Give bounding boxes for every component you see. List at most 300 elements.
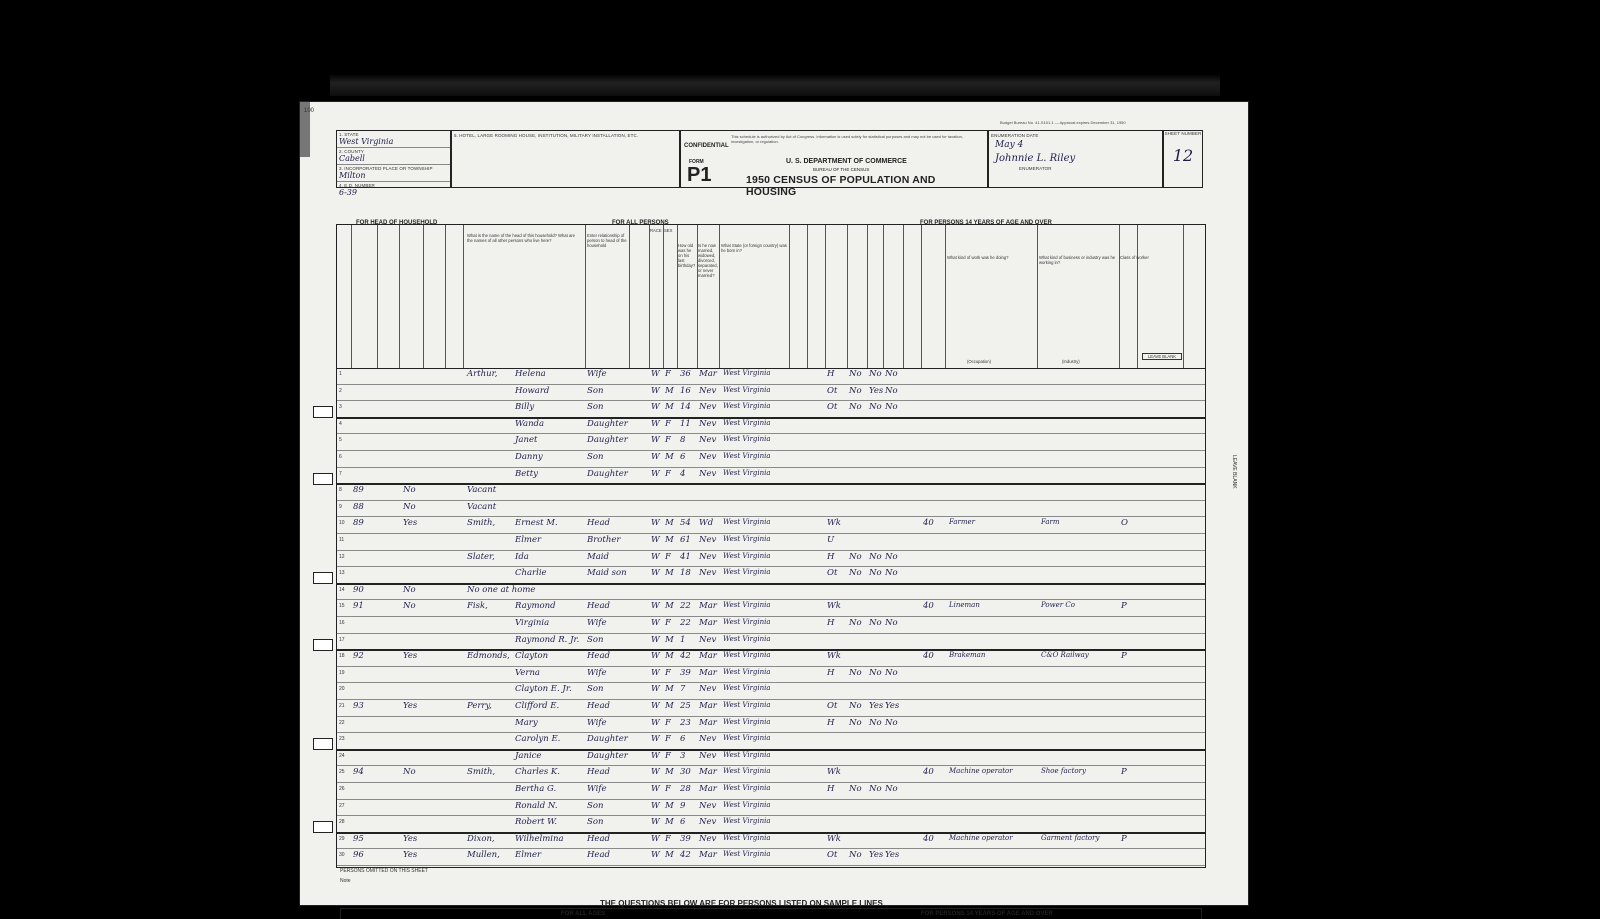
cell-given: Verna [515,667,540,678]
state-label: 1. STATE [339,132,359,137]
confidential-label: CONFIDENTIAL [684,143,729,149]
table-row [337,750,1205,767]
line-number: 27 [339,802,345,809]
cell-c16: No [869,784,882,794]
marital-question: Is he now married, widowed, divorced, separated, or never married? [698,243,718,278]
age-question: How old was he on his last birthday? [678,243,696,268]
cell-dwelling: 92 [353,651,364,662]
population-table [336,224,1237,868]
cell-given: Janet [515,435,538,446]
table-row [337,517,1205,534]
cell-relation: Wife [587,784,607,794]
cell-activity: H [827,551,835,562]
cell-birthplace: West Virginia [723,535,771,543]
line-number: 21 [339,703,345,709]
cell-sex: M [665,817,674,828]
scan-edge [330,74,1220,96]
cell-hours: 40 [923,518,934,529]
cell-marital: Mar [699,717,717,728]
cell-race: W [651,667,660,678]
table-row [337,667,1205,684]
cell-race: W [651,468,660,479]
cell-dwelling: 93 [353,701,364,711]
cell-activity: H [827,784,835,794]
cell-activity: Wk [827,767,841,778]
sex-header: SEX [664,228,673,233]
cell-owned: No [403,584,416,595]
cell-sex: F [665,734,671,745]
cell-dwelling: 96 [353,850,364,861]
cell-given: Clifford E. [515,701,560,711]
birthplace-question: What State (or foreign country) was he born in? [721,243,787,253]
line-number: 13 [339,570,345,577]
institution-label: 5. HOTEL, LARGE ROOMING HOUSE, INSTITUTION, MILITARY INSTALLATION, ETC. [454,133,639,138]
cell-c17: No [885,551,898,562]
table-row [337,451,1205,468]
cell-sex: M [665,518,674,529]
cell-marital: Mar [699,651,717,662]
table-row [337,418,1205,435]
line-number: 8 [339,487,342,494]
cell-dwelling: 88 [353,501,364,512]
form-label: FORM [689,159,704,165]
cell-relation: Son [587,385,604,396]
cell-sex: M [665,568,674,579]
cell-activity: H [827,717,835,728]
cell-given: Helena [515,369,546,379]
cell-activity: H [827,667,835,678]
line-number: 20 [339,686,345,693]
cell-c16: Yes [869,850,884,861]
cell-given: Wanda [515,418,545,429]
line-number: 22 [339,719,345,726]
table-row [337,717,1205,734]
sheet-number-block [1163,130,1203,188]
cell-given: Ronald N. [515,800,558,811]
cell-c17: No [885,568,898,579]
cell-owned: Yes [403,701,418,711]
cell-industry: Power Co [1041,601,1075,610]
cell-race: W [651,734,660,745]
cell-occupation: Machine operator [949,767,1013,776]
cell-sex: M [665,800,674,811]
cell-sex: F [665,784,671,794]
cell-sex: M [665,601,674,612]
table-row [337,534,1205,551]
cell-relation: Head [587,518,610,529]
cell-race: W [651,701,660,711]
cell-relation: Son [587,684,604,695]
cell-relation: Head [587,701,610,711]
cell-relation: Wife [587,618,607,628]
county-label: 2. COUNTY [339,149,364,154]
table-row [337,816,1205,834]
enumerator-value: Johnnie L. Riley [995,153,1076,164]
table-row [337,833,1205,850]
cell-relation: Son [587,452,604,462]
location-block [336,130,451,197]
cell-class: P [1121,651,1127,662]
table-row [337,584,1205,601]
cell-dwelling: 94 [353,767,364,778]
cell-c16: No [869,618,882,628]
place-label: 3. INCORPORATED PLACE OR TOWNSHIP [339,166,433,171]
sample-line-marker [313,738,333,750]
line-number: 24 [339,752,345,759]
cell-sex: F [665,551,671,562]
cell-c17: No [885,717,898,728]
cell-given: Betty [515,468,538,479]
table-row [337,634,1205,652]
cell-hours: 40 [923,601,934,612]
cell-given: Clayton E. Jr. [515,684,572,695]
cell-race: W [651,784,660,794]
cell-birthplace: West Virginia [723,784,771,792]
cell-c16: Yes [869,701,884,711]
cell-race: W [651,717,660,728]
title-block [680,130,988,198]
line-number: 25 [339,769,345,776]
sample-line-marker [313,821,333,833]
cell-given: Ida [515,551,529,562]
cell-age: 41 [680,551,691,562]
cell-race: W [651,369,660,379]
cell-c15: No [849,568,862,579]
cell-owned: No [403,485,416,496]
cell-marital: Mar [699,369,717,379]
cell-age: 9 [680,800,686,811]
cell-race: W [651,634,660,645]
cell-c16: No [869,667,882,678]
line-number: 2 [339,387,342,394]
section-all-persons: FOR ALL PERSONS [612,220,669,226]
cell-age: 22 [680,601,691,612]
ed-value: 6-39 [339,188,357,197]
cell-owned: Yes [403,651,418,662]
cell-activity: Ot [827,568,838,579]
cell-marital: Nev [699,535,717,545]
cell-age: 14 [680,402,691,413]
cell-c16: No [869,717,882,728]
cell-sex: F [665,369,671,379]
section-household: FOR HEAD OF HOUSEHOLD [356,220,438,226]
cell-industry: Shoe factory [1041,767,1086,776]
cell-age: 8 [680,435,686,446]
cell-relation: Son [587,402,604,413]
cell-given: Bertha G. [515,784,557,794]
sample-lines-header [340,908,1202,919]
cell-industry: C&O Railway [1041,651,1089,660]
date-block [988,130,1163,188]
state-value: West Virginia [339,137,394,146]
cell-birthplace: West Virginia [723,452,771,460]
cell-given: Elmer [515,850,542,861]
cell-marital: Mar [699,850,717,861]
cell-sex: M [665,850,674,861]
section-persons-14: FOR PERSONS 14 YEARS OF AGE AND OVER [920,220,1052,226]
cell-birthplace: West Virginia [723,701,771,709]
table-row [337,617,1205,634]
cell-race: W [651,651,660,662]
cell-relation: Head [587,850,610,861]
cell-birthplace: West Virginia [723,850,771,859]
line-number: 7 [339,470,342,477]
cell-c15: No [849,784,862,794]
cell-marital: Nev [699,468,717,479]
cell-race: W [651,535,660,545]
date-label: ENUMERATION DATE [991,133,1039,138]
county-value: Cabell [339,154,365,163]
table-row [337,650,1205,667]
cell-sex: M [665,684,674,695]
cell-c17: No [885,402,898,413]
cell-c16: No [869,568,882,579]
cell-birthplace: West Virginia [723,767,771,776]
cell-c15: No [849,717,862,728]
cell-relation: Daughter [587,750,628,761]
cell-marital: Nev [699,734,717,745]
cell-sex: F [665,833,671,844]
cell-relation: Head [587,651,610,662]
cell-activity: Wk [827,601,841,612]
line-number: 10 [339,520,345,527]
line-number: 15 [339,603,345,610]
cell-dwelling: 95 [353,833,364,844]
cell-sex: F [665,667,671,678]
cell-race: W [651,551,660,562]
cell-activity: Wk [827,518,841,529]
line-number: 17 [339,636,345,643]
cell-surname: Vacant [467,485,497,496]
cell-surname: Slater, [467,551,495,562]
census-sheet [300,102,1248,917]
cell-surname: Arthur, [467,369,498,379]
cell-sex: M [665,402,674,413]
cell-sex: M [665,452,674,462]
cell-given: Elmer [515,535,542,545]
line-number: 4 [339,420,342,427]
cell-activity: U [827,535,835,545]
cell-surname: Vacant [467,501,497,512]
cell-birthplace: West Virginia [723,651,771,660]
cell-age: 42 [680,651,691,662]
cell-marital: Mar [699,701,717,711]
cell-owned: Yes [403,850,418,861]
cell-industry: Garment factory [1041,833,1100,842]
cell-marital: Nev [699,684,717,695]
cell-sex: M [665,535,674,545]
cell-relation: Daughter [587,468,628,479]
cell-activity: Ot [827,402,838,413]
cell-age: 25 [680,701,691,711]
line-number: 11 [339,537,345,543]
ed-label: 4. E.D. NUMBER [339,183,375,188]
cell-relation: Son [587,800,604,811]
cell-birthplace: West Virginia [723,734,771,743]
column-headers [337,225,1205,369]
line-number: 9 [339,503,342,510]
race-header: RACE [650,228,662,233]
table-row [337,600,1205,617]
cell-race: W [651,452,660,462]
cell-birthplace: West Virginia [723,800,771,809]
line-number: 14 [339,586,345,593]
cell-c17: No [885,369,898,379]
cell-marital: Nev [699,418,717,429]
cell-dwelling: 89 [353,518,364,529]
cell-race: W [651,601,660,612]
cell-c15: No [849,369,862,379]
cell-given: Robert W. [515,817,558,828]
cell-age: 61 [680,535,691,545]
cell-birthplace: West Virginia [723,833,771,842]
census-title: 1950 CENSUS OF POPULATION AND HOUSING [746,174,936,198]
cell-age: 18 [680,568,691,579]
cell-sex: M [665,767,674,778]
cell-class: P [1121,601,1127,612]
persons-14-label: FOR PERSONS 14 YEARS OF AGE AND OVER [921,911,1053,917]
cell-sex: F [665,418,671,429]
cell-age: 54 [680,518,691,529]
line-number: 16 [339,620,345,626]
cell-sex: M [665,701,674,711]
cell-relation: Head [587,767,610,778]
cell-age: 3 [680,750,686,761]
cell-marital: Nev [699,551,717,562]
cell-relation: Daughter [587,734,628,745]
cell-birthplace: West Virginia [723,618,771,626]
cell-given: Virginia [515,618,550,628]
cell-given: Raymond [515,601,556,612]
table-row [337,368,1205,385]
cell-birthplace: West Virginia [723,684,771,693]
cell-marital: Nev [699,800,717,811]
cell-c17: No [885,667,898,678]
cell-marital: Mar [699,601,717,612]
cell-race: W [651,518,660,529]
cell-surname: Smith, [467,767,496,778]
cell-sex: F [665,717,671,728]
cell-birthplace: West Virginia [723,418,771,427]
cell-race: W [651,800,660,811]
cell-dwelling: 90 [353,584,364,595]
cell-age: 7 [680,684,686,695]
cell-relation: Head [587,601,610,612]
cell-given: Charles K. [515,767,560,778]
cell-activity: H [827,369,835,379]
cell-birthplace: West Virginia [723,468,771,477]
cell-age: 28 [680,784,691,794]
cell-dwelling: 89 [353,485,364,496]
table-row [337,468,1205,486]
cell-relation: Son [587,817,604,828]
cell-birthplace: West Virginia [723,601,771,610]
cell-industry: Farm [1041,518,1060,527]
cell-age: 4 [680,468,686,479]
table-row [337,551,1205,568]
work-question: What kind of work was he doing? [947,255,1009,260]
persons-omitted: PERSONS OMITTED ON THIS SHEET [340,868,428,874]
cell-age: 6 [680,817,686,828]
cell-c15: No [849,701,862,711]
cell-relation: Daughter [587,435,628,446]
cell-activity: Ot [827,701,838,711]
cell-race: W [651,833,660,844]
cell-race: W [651,402,660,413]
department: U. S. DEPARTMENT OF COMMERCE [786,158,907,165]
cell-age: 1 [680,634,686,645]
cell-hours: 40 [923,833,934,844]
sample-lines-title: THE QUESTIONS BELOW ARE FOR PERSONS LISTED ON SAMPLE LINES [600,899,883,908]
place-value: Milton [339,171,366,180]
sample-line-marker [313,473,333,485]
cell-race: W [651,767,660,778]
cell-c15: No [849,551,862,562]
cell-race: W [651,568,660,579]
table-row [337,484,1205,501]
table-row [337,849,1205,866]
cell-surname: Fisk, [467,601,488,612]
cell-marital: Nev [699,452,717,462]
table-row [337,700,1205,717]
cell-class: O [1121,518,1128,529]
cell-age: 39 [680,833,691,844]
leave-blank-label: LEAVE BLANK [1142,353,1182,360]
cell-owned: No [403,601,416,612]
cell-class: P [1121,767,1127,778]
cell-c16: Yes [869,385,884,396]
cell-birthplace: West Virginia [723,369,771,377]
cell-owned: No [403,501,416,512]
confidential-text: This schedule is authorized by Act of Congress. Information is used solely for statistical purposes and may not be used for taxation, investigation, or regulation. [731,134,963,144]
cell-relation: Wife [587,369,607,379]
cell-marital: Nev [699,833,717,844]
bureau: BUREAU OF THE CENSUS [813,167,870,172]
cell-age: 6 [680,452,686,462]
table-row [337,733,1205,751]
cell-age: 39 [680,667,691,678]
cell-birthplace: West Virginia [723,667,771,676]
name-question: What is the name of the head of this household? What are the names of all other persons who live here? [467,233,576,243]
cell-birthplace: West Virginia [723,551,771,560]
sample-line-marker [313,572,333,584]
cell-marital: Mar [699,667,717,678]
cell-given: Clayton [515,651,549,662]
line-number: 5 [339,437,342,444]
line-number: 12 [339,553,345,560]
cell-class: P [1121,833,1127,844]
cell-c17: Yes [885,701,900,711]
cell-birthplace: West Virginia [723,634,771,643]
cell-marital: Nev [699,750,717,761]
cell-relation: Wife [587,717,607,728]
relation-question: Enter relationship of person to head of the household [587,233,627,248]
table-row [337,385,1205,402]
line-number: 19 [339,669,345,676]
industry-label: (Industry) [1062,359,1080,364]
cell-birthplace: West Virginia [723,435,771,444]
industry-question: What kind of business or industry was he working in? [1039,255,1116,265]
cell-marital: Wd [699,518,714,529]
table-row [337,783,1205,800]
table-row [337,401,1205,419]
sample-line-marker [313,406,333,418]
line-number: 3 [339,404,342,411]
cell-race: W [651,684,660,695]
cell-owned: Yes [403,518,418,529]
cell-given: Howard [515,385,550,396]
form-number: P1 [687,164,712,186]
